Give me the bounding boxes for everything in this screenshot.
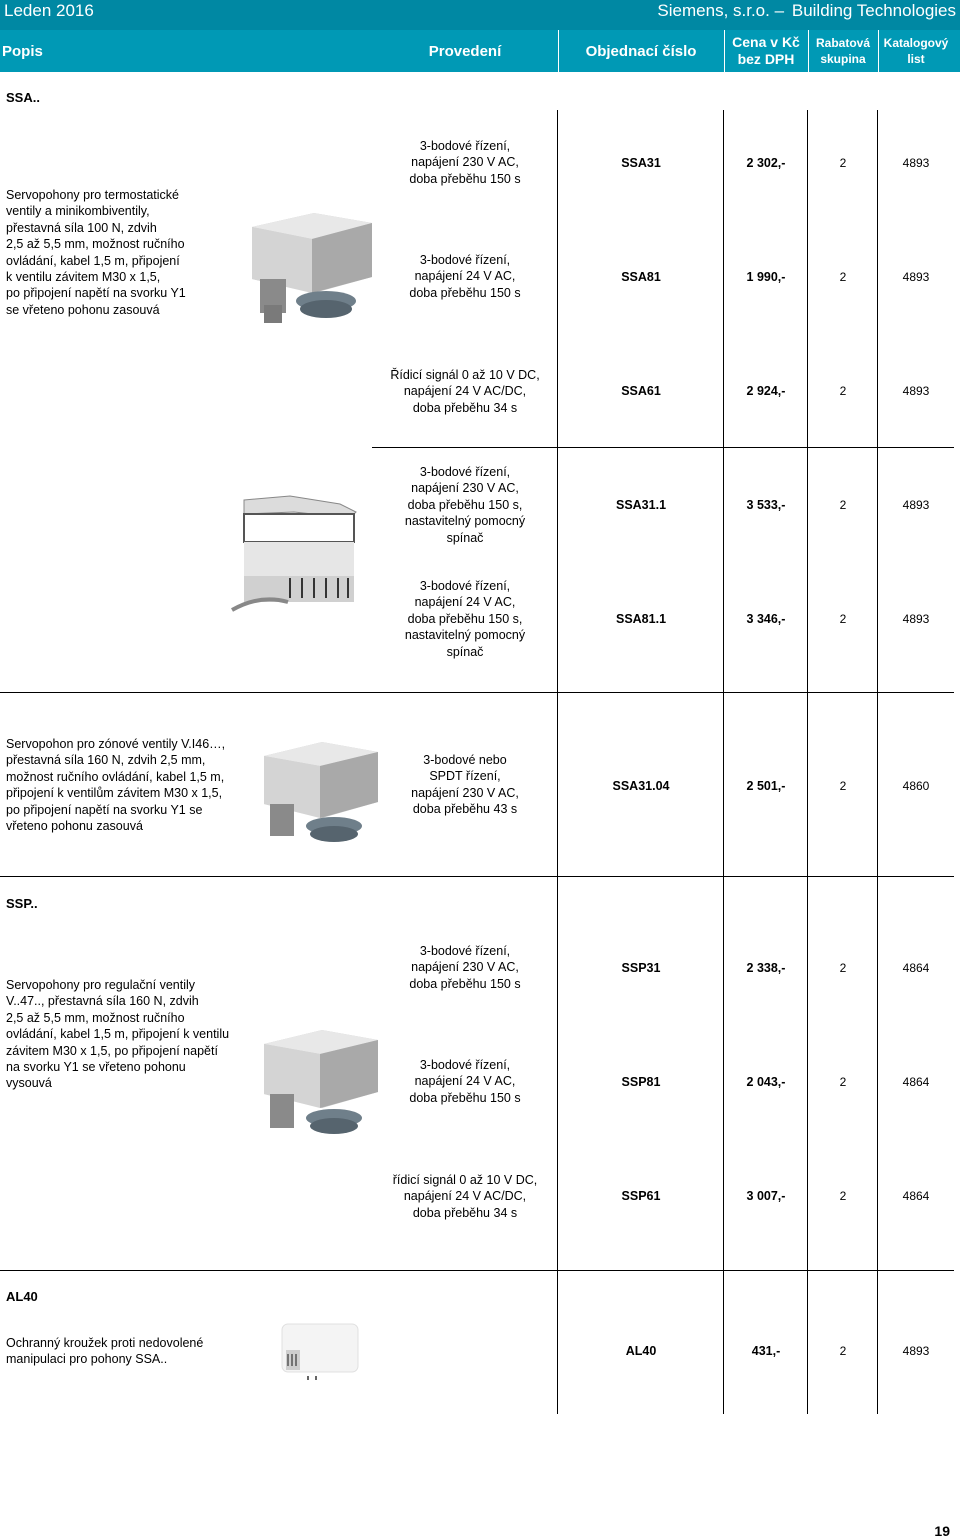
prov-line: doba přeběhu 150 s (409, 1090, 521, 1105)
discount-group: 2 (839, 1344, 847, 1358)
prov-line: 3-bodové řízení, (419, 253, 511, 267)
prov-line: doba přeběhu 150 s, (407, 497, 523, 512)
ssa-aux-switch-image (230, 494, 366, 616)
prov-line: nastavitelný pomocný (404, 514, 526, 529)
ssa31-provedeni (372, 138, 558, 187)
section-divider (0, 692, 954, 693)
price: 1 990,- (746, 270, 786, 284)
order-code: SSA81 (621, 270, 661, 284)
order-code: SSA31.1 (615, 498, 667, 512)
prov-line: 3-bodové řízení, (419, 944, 511, 958)
desc-line: manipulaci pro pohony SSA.. (6, 1352, 168, 1367)
discount-group: 2 (839, 1075, 847, 1089)
header-rabat (808, 30, 878, 72)
division-name: Building Technologies (791, 1, 956, 20)
separator-dash: – (769, 1, 789, 20)
header-katalog-line2: list (907, 52, 925, 66)
price: 3 007,- (746, 1189, 786, 1203)
catalog-sheet: 4893 (902, 384, 930, 398)
discount-group: 2 (839, 498, 847, 512)
prov-line: napájení 230 V AC, (411, 960, 519, 975)
al40-ring-image (280, 1322, 360, 1380)
ssa31-04-provedeni (372, 752, 558, 818)
desc-line: připojení k ventilům závitem M30 x 1,5, (6, 786, 223, 801)
price: 3 533,- (746, 498, 786, 512)
header-objednaci-cislo: Objednací číslo (585, 42, 697, 60)
discount-group: 2 (839, 779, 847, 793)
catalog-sheet: 4864 (902, 961, 930, 975)
header-cena (724, 30, 808, 72)
desc-line: vysouvá (6, 1076, 52, 1091)
header-katalog-line1: Katalogový (883, 36, 949, 50)
desc-line: vřeteno pohonu zasouvá (6, 819, 143, 834)
discount-group: 2 (839, 270, 847, 284)
prov-line: doba přeběhu 34 s (412, 400, 518, 415)
prov-line: řídicí signál 0 až 10 V DC, (392, 1173, 538, 1187)
order-code: AL40 (625, 1344, 657, 1358)
price: 2 338,- (746, 961, 786, 975)
section-title-ssp: SSP.. (6, 896, 38, 911)
prov-line: napájení 230 V AC, (411, 155, 519, 170)
ssa-desc-line: 2,5 až 5,5 mm, možnost ručního (6, 237, 185, 252)
discount-group: 2 (839, 961, 847, 975)
prov-line: SPDT řízení, (429, 769, 501, 784)
zone-actuator-image (256, 734, 384, 854)
header-popis: Popis (2, 42, 43, 60)
discount-group: 2 (839, 612, 847, 626)
company-name: Siemens, s.r.o. (657, 1, 770, 20)
price: 3 346,- (746, 612, 786, 626)
catalog-sheet: 4893 (902, 1344, 930, 1358)
ssp-description (6, 977, 256, 1092)
header-rabat-line2: skupina (820, 52, 866, 66)
prov-line: Řídicí signál 0 až 10 V DC, (390, 368, 540, 382)
prov-line: napájení 24 V AC/DC, (403, 384, 527, 399)
catalog-sheet: 4893 (902, 612, 930, 626)
zone-valve-description (6, 736, 258, 834)
ssa-desc-line: k ventilu závitem M30 x 1,5, (6, 270, 161, 285)
prov-line: nastavitelný pomocný (404, 628, 526, 643)
desc-line: Ochranný kroužek proti nedovolené (6, 1336, 204, 1350)
company-division (657, 0, 956, 22)
catalog-sheet: 4864 (902, 1075, 930, 1089)
prov-line: napájení 24 V AC/DC, (403, 1189, 527, 1204)
prov-line: doba přeběhu 150 s, (407, 611, 523, 626)
header-katalog (878, 30, 954, 72)
ssa-desc-line: po připojení napětí na svorku Y1 (6, 286, 186, 301)
al40-description (6, 1335, 256, 1368)
catalog-sheet: 4893 (902, 498, 930, 512)
prov-line: spínač (446, 530, 484, 545)
discount-group: 2 (839, 156, 847, 170)
price: 2 043,- (746, 1075, 786, 1089)
prov-line: spínač (446, 644, 484, 659)
desc-line: přestavná síla 160 N, zdvih 2,5 mm, (6, 753, 206, 768)
prov-line: 3-bodové řízení, (419, 139, 511, 153)
prov-line: 3-bodové řízení, (419, 579, 511, 593)
prov-line: napájení 230 V AC, (411, 785, 519, 800)
order-code: SSA31.04 (612, 779, 670, 793)
price: 2 924,- (746, 384, 786, 398)
price: 2 501,- (746, 779, 786, 793)
desc-line: závitem M30 x 1,5, po připojení napětí (6, 1043, 218, 1058)
ssp-actuator-image (256, 1022, 384, 1146)
ssp31-provedeni (372, 943, 558, 992)
issue-date: Leden 2016 (4, 1, 94, 20)
ssa31-1-provedeni (372, 464, 558, 546)
prov-line: doba přeběhu 150 s (409, 285, 521, 300)
header-cena-line2: bez DPH (737, 51, 795, 67)
order-code: SSP61 (621, 1189, 661, 1203)
ssa-actuator-image (244, 205, 378, 335)
prov-line: doba přeběhu 43 s (412, 802, 518, 817)
ssa-desc-line: ventily a minikombiventily, (6, 204, 150, 219)
ssa81-provedeni (372, 252, 558, 301)
desc-line: Servopohony pro regulační ventily (6, 978, 196, 992)
ssp81-provedeni (372, 1057, 558, 1106)
section-divider (0, 876, 954, 877)
column-line (807, 110, 808, 1414)
ssa-description (6, 187, 246, 318)
desc-line: po připojení napětí na svorku Y1 se (6, 802, 203, 817)
section-divider (0, 1270, 954, 1271)
price: 2 302,- (746, 156, 786, 170)
desc-line: 2,5 až 5,5 mm, možnost ručního (6, 1010, 185, 1025)
desc-line: Servopohon pro zónové ventily V.I46…, (6, 737, 226, 751)
table-header (0, 30, 960, 72)
order-code: SSP81 (621, 1075, 661, 1089)
ssa61-provedeni (372, 367, 558, 416)
catalog-sheet: 4864 (902, 1189, 930, 1203)
prov-line: 3-bodové řízení, (419, 1058, 511, 1072)
prov-line: doba přeběhu 34 s (412, 1205, 518, 1220)
order-code: SSA61 (621, 384, 661, 398)
row-divider (372, 447, 954, 448)
column-line (723, 110, 724, 1414)
ssa-desc-line: Servopohony pro termostatické (6, 188, 180, 202)
discount-group: 2 (839, 384, 847, 398)
section-title-al40: AL40 (6, 1289, 38, 1304)
order-code: SSP31 (621, 961, 661, 975)
price: 431,- (751, 1344, 781, 1358)
prov-line: doba přeběhu 150 s (409, 976, 521, 991)
prov-line: doba přeběhu 150 s (409, 171, 521, 186)
prov-line: napájení 24 V AC, (414, 1074, 516, 1089)
desc-line: V..47.., přestavná síla 160 N, zdvih (6, 994, 199, 1009)
header-rabat-line1: Rabatová (815, 36, 871, 50)
ssa-desc-line: se vřeteno pohonu zasouvá (6, 302, 160, 317)
catalog-sheet: 4893 (902, 156, 930, 170)
order-code: SSA81.1 (615, 612, 667, 626)
ssa81-1-provedeni (372, 578, 558, 660)
catalog-sheet: 4893 (902, 270, 930, 284)
desc-line: možnost ručního ovládání, kabel 1,5 m, (6, 769, 225, 784)
prov-line: napájení 24 V AC, (414, 269, 516, 284)
prov-line: napájení 230 V AC, (411, 481, 519, 496)
desc-line: ovládání, kabel 1,5 m, připojení k ventilu (6, 1027, 230, 1042)
prov-line: 3-bodové řízení, (419, 465, 511, 479)
prov-line: napájení 24 V AC, (414, 595, 516, 610)
discount-group: 2 (839, 1189, 847, 1203)
section-title-ssa: SSA.. (6, 90, 40, 105)
ssp61-provedeni (372, 1172, 558, 1221)
header-cena-line1: Cena v Kč (732, 34, 800, 50)
top-bar (0, 0, 960, 30)
header-provedeni: Provedení (428, 42, 502, 60)
ssa-desc-line: ovládání, kabel 1,5 m, připojení (6, 253, 180, 268)
column-line (877, 110, 878, 1414)
page-number: 19 (934, 1523, 950, 1539)
prov-line: 3-bodové nebo (423, 753, 507, 767)
ssa-desc-line: přestavná síla 100 N, zdvih (6, 220, 157, 235)
catalog-sheet: 4860 (902, 779, 930, 793)
desc-line: na svorku Y1 se vřeteno pohonu (6, 1060, 186, 1075)
order-code: SSA31 (621, 156, 661, 170)
